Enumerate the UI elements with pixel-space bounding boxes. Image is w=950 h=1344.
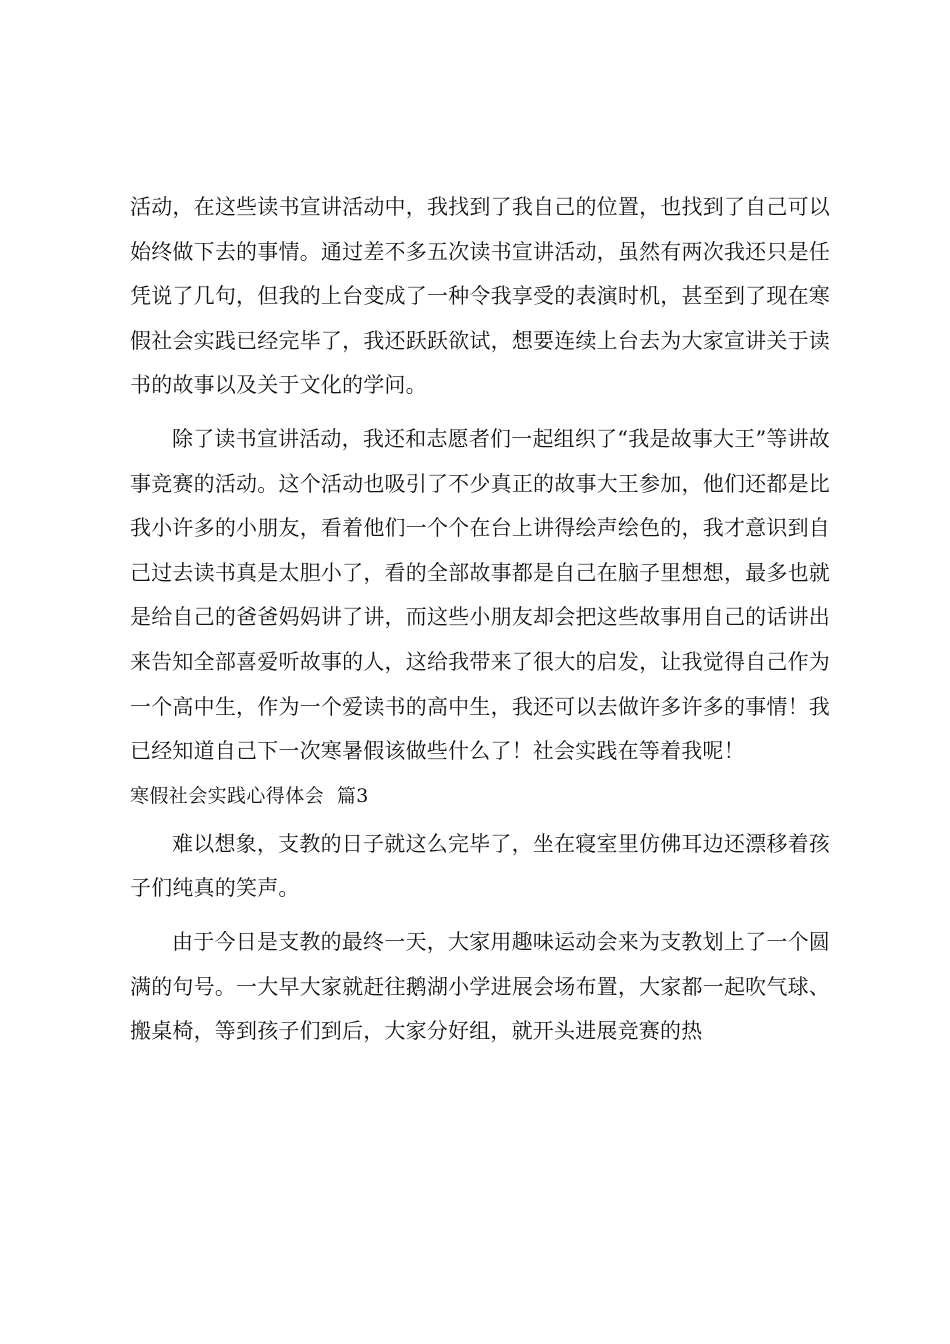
- paragraph-3: 难以想象，支教的日子就这么完毕了，坐在寝室里仿佛耳边还漂移着孩子们纯真的笑声。: [130, 831, 830, 901]
- paragraph-1: 活动，在这些读书宣讲活动中，我找到了我自己的位置，也找到了自己可以始终做下去的事情。通过差不多五次读书宣讲活动，虽然有两次我还只是任凭说了几句，但我的上台变成了一种令我享受的表演时机，甚至到了现在寒假社会实践已经完毕了，我还跃跃欲试，想要连续上台去为大家宣讲关于读书的故事以及关于文化的学问。: [130, 195, 830, 398]
- section-heading: 寒假社会实践心得体会 篇3: [130, 784, 369, 807]
- document-page: [130, 185, 830, 1054]
- paragraph-4: 由于今日是支教的最终一天，大家用趣味运动会来为支教划上了一个圆满的句号。一大早大家就赶往鹅湖小学进展会场布置，大家都一起吹气球、搬桌椅，等到孩子们到后，大家分好组，就开头进展竞赛的热: [130, 929, 830, 1044]
- paragraph-2: 除了读书宣讲活动，我还和志愿者们一起组织了“我是故事大王”等讲故事竞赛的活动。这个活动也吸引了不少真正的故事大王参加，他们还都是比我小许多的小朋友，看着他们一个个在台上讲得绘声绘色的，我才意识到自己过去读书真是太胆小了，看的全部故事都是自己在脑子里想想，最多也就是给自己的爸爸妈妈讲了讲，而这些小朋友却会把这些故事用自己的话讲出来告知全部喜爱听故事的人，这给我带来了很大的启发，让我觉得自己作为一个高中生，作为一个爱读书的高中生，我还可以去做许多许多的事情！我已经知道自己下一次寒暑假该做些什么了！社会实践在等着我呢！: [130, 426, 830, 764]
